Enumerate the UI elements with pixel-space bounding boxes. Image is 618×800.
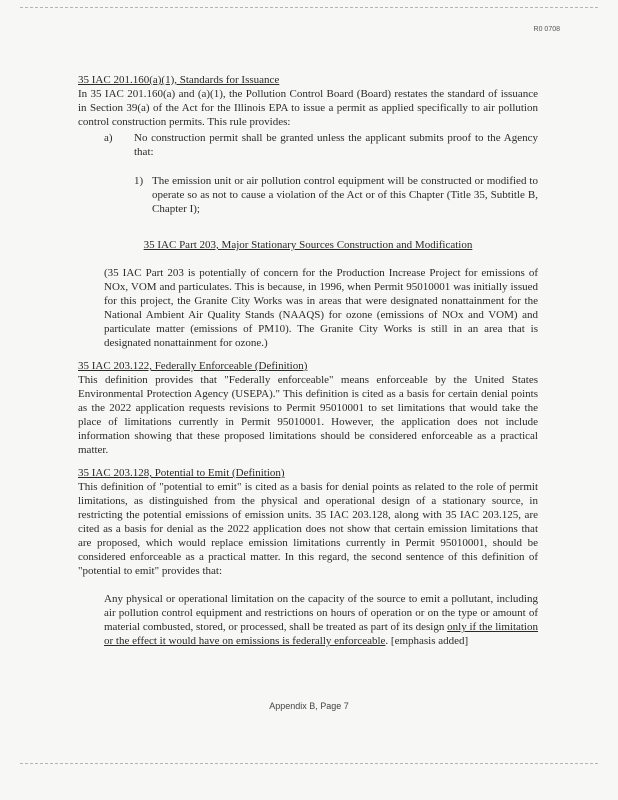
list-text: The emission unit or air pollution control equipment will be constructed or modified to operate so as not to cause a violation of the Act or of this Chapter (Title 35, Subtitle B, Chapter I); [152,175,538,215]
list-marker: 1) [134,175,144,187]
section-body: In 35 IAC 201.160(a) and (a)(1), the Pollution Control Board (Board) restates the standard of issuance in Section 39(a) of the Act for the Illinois EPA to issue a permit as applied specifically to air pollution control construction permits. This rule provides: [78,88,538,128]
page-footer: Appendix B, Page 7 [269,701,349,711]
block-quote [104,592,538,648]
section-heading: 35 IAC 203.122, Federally Enforceable (Definition) [78,360,308,372]
section-potential-to-emit [78,466,538,578]
document-id: R0 0708 [533,26,560,33]
section-heading: 35 IAC 201.160(a)(1), Standards for Issuance [78,74,280,86]
section-heading: 35 IAC 203.128, Potential to Emit (Definition) [78,467,285,479]
quote-emphasis: only if the limitation or the effect it would have on emissions is federally enforceable [104,621,538,647]
list-item-a [104,131,538,159]
list-text: No construction permit shall be granted unless the applicant submits proof to the Agency that: [134,132,538,158]
quote-note: . [emphasis added] [385,635,469,647]
section-standards-for-issuance [78,73,538,129]
section-body: This definition provides that "Federally enforceable" means enforceable by the United States Environmental Protection Agency (USEPA)." This definition is cited as a basis for certain denial points as the 2022 application requests revisions to Permit 95010001 to set limitations that would take the place of limitations currently in Permit 95010001. However, the application does not include information showing that these proposed limitations should be considered enforceable as a practical matter. [78,374,538,456]
scan-edge-bottom [20,763,598,764]
list-item-1 [134,174,538,216]
section-heading-part-203: 35 IAC Part 203, Major Stationary Sources Construction and Modification [143,239,473,251]
quote-text: Any physical or operational limitation on the capacity of the source to emit a pollutant, including air pollution control equipment and restrictions on hours of operation or on the type or amount of material combusted, stored, or processed, shall be treated as part of its design [104,593,538,633]
section-federally-enforceable [78,359,538,457]
section-part-203-body: (35 IAC Part 203 is potentially of concern for the Production Increase Project for emissions of NOx, VOM and particulates. This is because, in 1996, when Permit 95010001 was initially issued for this project, the Granite City Works was in areas that were designated nonattainment for the National Ambient Air Quality Stands (NAAQS) for ozone (emissions of NOx and VOM) and particulate matter (emissions of PM10). The Granite City Works is still in an area that is designated nonattainment for ozone.) [104,267,538,349]
list-marker: a) [104,132,113,144]
scan-edge-top [20,7,598,8]
section-body: This definition of "potential to emit" is cited as a basis for denial points as related to the role of permit limitations, as distinguished from the physical and operational design of a stationary source, in restricting the potential emissions of emission units. 35 IAC 203.128, along with 35 IAC 203.125, are cited as a basis for denial as the 2022 application does not show that certain emission limitations that are proposed, which would replace emission limitations currently in Permit 95010001, should be considered enforceable as a practical matter. In this regard, the second sentence of this definition of "potential to emit" provides that: [78,481,538,577]
